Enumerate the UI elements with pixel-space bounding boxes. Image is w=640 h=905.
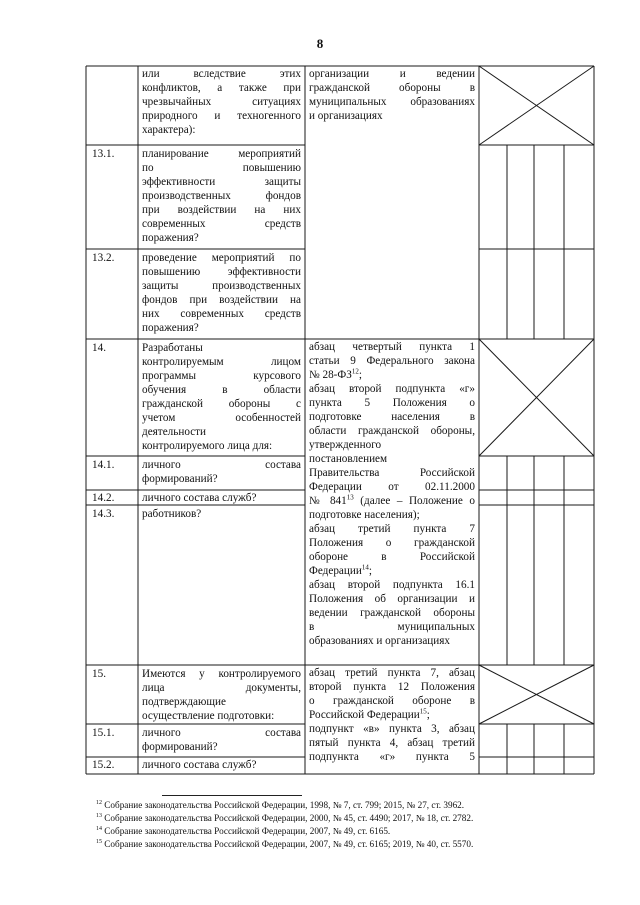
question-text-15-1: личного состава формирований? [142,727,301,753]
footnote-separator [162,795,302,796]
row-number-14: 14. [92,342,106,354]
row-number-14-1: 14.1. [92,459,115,471]
footnote-13: $^{13}$ Собрание законодательства Российской Федерации, 2000, № 45, ст. 4490; 2017, № 18, ст. 2782. [96,812,474,823]
row-number-14-2: 14.2. [92,492,115,504]
question-text-14: Разработаны контролируемым лицом программы курсового обучения в области гражданской обороны с учетом особенностей деятельности контролируемого лица для: [142,342,301,452]
footnote-15: $^{15}$ Собрание законодательства Российской Федерации, 2007, № 49, ст. 6165; 2019, № 40, ст. 5570. [96,838,474,849]
page-number: 8 [316,36,324,51]
row-number-14-3: 14.3. [92,508,115,520]
row-number-15-1: 15.1. [92,727,115,739]
footnote-12: $^{12}$ Собрание законодательства Российской Федерации, 1998, № 7, ст. 799; 2015, № 27, ст. 3962. [96,799,465,810]
row-number-13-2: 13.2. [92,252,115,264]
footnote-14: $^{14}$ Собрание законодательства Российской Федерации, 2007, № 49, ст. 6165. [96,825,391,836]
legal-reference-block-1: организации и ведении гражданской обороны в муниципальных образованиях и организациях [309,68,475,122]
question-text-14-3: работников? [142,508,202,520]
question-text-14-2: личного состава служб? [142,492,257,504]
legal-reference-block-3: абзац третий пункта 7, абзац второй пункта 12 Положения о гражданской обороне в Российской Федерации$^{15}$; подпункт «в» пункта 3, абзац пятый пункта 4, абзац третий подпункта «г» пункта 5 [309,667,475,763]
question-text-13-2: проведение мероприятий по повышению эффективности защиты производственных фондов при воздействии на них современных средств поражения? [142,252,301,334]
question-text-14-1: личного состава формирований? [142,459,301,485]
question-text-15-2: личного состава служб? [142,759,257,771]
question-text-cont: или вследствие этих конфликтов, а также при чрезвычайных ситуациях природного и техногенного характера): [142,68,301,136]
question-text-13-1: планирование мероприятий по повышению эффективности защиты производственных фондов при воздействии на них современных средств поражения? [142,148,301,244]
row-number-15-2: 15.2. [92,759,115,771]
row-number-15: 15. [92,668,106,680]
question-text-15: Имеются у контролируемого лица документы, подтверждающие осуществление подготовки: [142,668,301,722]
row-number-13-1: 13.1. [92,148,115,160]
legal-reference-block-2: абзац четвертый пункта 1 статьи 9 Федерального закона № 28-ФЗ$^{12}$; абзац второй подпункта «г» пункта 5 Положения о подготовке населения в области гражданской обороны, утвержденного постановлением Правительства Российской Федерации от 02.11.2000 № $841^{13}$ (далее – Положение о подготовке населения); абзац третий пункта 7 Положения о гражданской обороне в Российской Федерации$^{14}$; абзац второй подпункта 16.1 Положения об организации и ведении гражданской обороны в муниципальных образованиях и организациях [309,341,476,647]
